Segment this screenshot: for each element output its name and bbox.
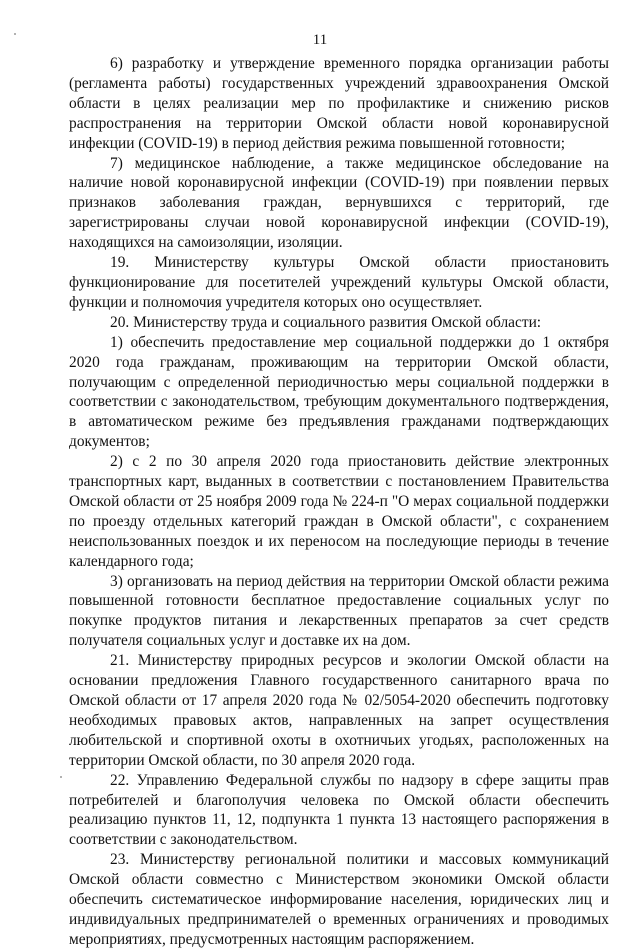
paragraph-20-item-3: 3) организовать на период действия на территории Омской области режима повышенной готовности бесплатное предоставление социальных услуг по покупке продуктов питания и лекарственных препаратов за счет средств получателя социальных услуг и доставке их на дом. xyxy=(69,572,609,650)
paragraph-23-regional-policy: 23. Министерству региональной политики и массовых коммуникаций Омской области совместно с Министерством экономики Омской области обеспечить систематическое информирование населения, юридических лиц и индивидуальных предпринимателей о временных ограничениях и проводимых мероприятиях, предусмотренных настоящим распоряжением. xyxy=(69,851,609,948)
document-body xyxy=(69,54,609,950)
paragraph-item-6: 6) разработку и утверждение временного порядка организации работы (регламента работы) государственных учреждений здравоохранения Омской области в целях реализации мер по профилактике и снижению рисков распространения на территории Омской области новой коронавирусной инфекции (COVID-19) в период действия режима повышенной готовности; xyxy=(69,55,609,152)
scan-speck xyxy=(60,776,62,778)
paragraph-item-7: 7) медицинское наблюдение, а также медицинское обследование на наличие новой коронавирусной инфекции (COVID-19) при появлении первых признаков заболевания граждан, вернувшихся с территорий, где зарегистрированы случаи новой коронавирусной инфекции (COVID-19), находящихся на самоизоляции, изоляции. xyxy=(69,154,609,252)
paragraph-22-rospotrebnadzor: 22. Управлению Федеральной службы по надзору в сфере защиты прав потребителей и благополучия человека по Омской области обеспечить реализацию пунктов 11, 12, подпункта 1 пункта 13 настоящего распоряжения в соответствии с законодательством. xyxy=(69,771,609,849)
paragraph-21-natural-resources: 21. Министерству природных ресурсов и экологии Омской области на основании предложения Главного государственного санитарного врача по Омской области от 17 апреля 2020 года № 02/5054-2020 обеспечить подготовку необходимых правовых актов, направленных на запрет осуществления любительской и спортивной охоты в охотничьих угодьях, расположенных на территории Омской области, по 30 апреля 2020 года. xyxy=(69,652,609,769)
page-number: 11 xyxy=(312,32,328,48)
paragraph-20-item-1: 1) обеспечить предоставление мер социальной поддержки до 1 октября 2020 года гражданам, проживающим на территории Омской области, получающим с определенной периодичностью меры социальной поддержки в соответствии с законодательством, требующим документального подтверждения, в автоматическом режиме без предъявления гражданами подтверждающих документов; xyxy=(69,333,609,451)
paragraph-20-item-2: 2) с 2 по 30 апреля 2020 года приостановить действие электронных транспортных карт, выданных в соответствии с постановлением Правительства Омской области от 25 ноября 2009 года № 224-п "О мерах социальной поддержки по проезду отдельных категорий граждан в Омской области", с сохранением неиспользованных поездок и их переносом на последующие периоды в течение календарного года; xyxy=(69,453,609,570)
paragraph-19-culture-ministry: 19. Министерству культуры Омской области приостановить функционирование для посетителей учреждений культуры Омской области, функции и полномочия учредителя которых оно осуществляет. xyxy=(69,254,609,311)
paragraph-20-labor-ministry: 20. Министерству труда и социального развития Омской области: xyxy=(110,313,542,331)
